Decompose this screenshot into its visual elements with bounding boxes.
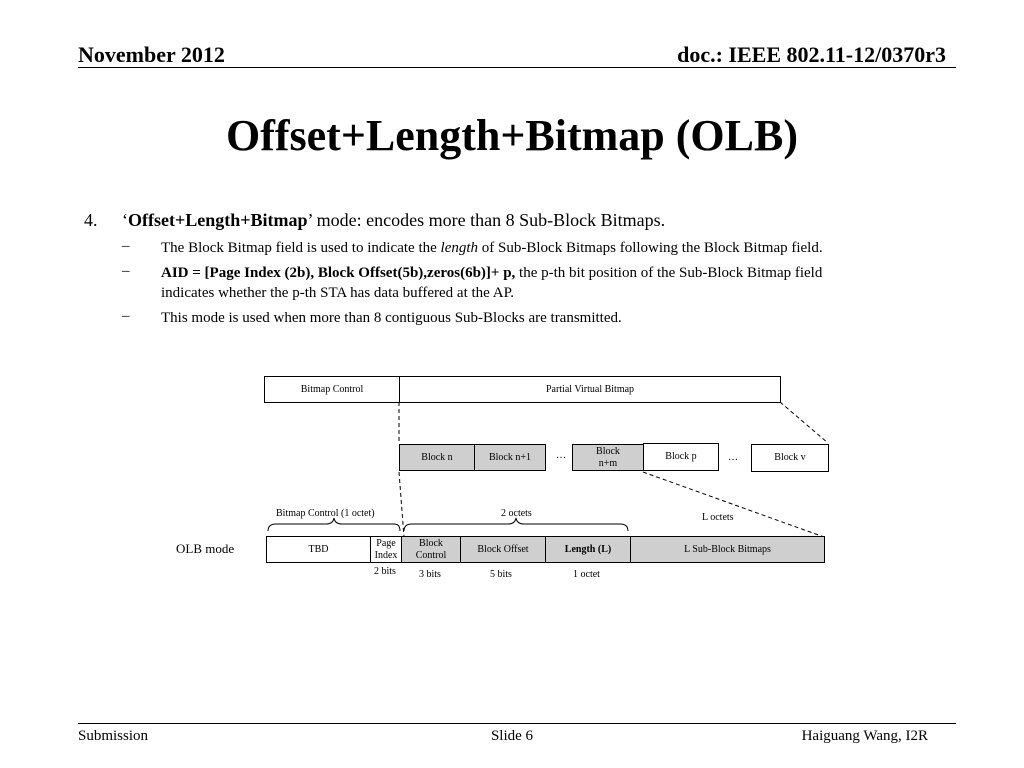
footer-submission: Submission [78,728,149,744]
partial-virtual-bitmap-cell: Partial Virtual Bitmap [399,376,781,403]
connector-line [780,402,828,443]
field-tbd: TBD [266,536,371,563]
bitmap-control-cell: Bitmap Control [264,376,400,403]
field-block-line1: Block [419,537,443,549]
block-v-cell: Block v [751,444,829,472]
bullet-2-bold: AID = [Page Index (2b), Block Offset(5b),zeros(6b)]+ p, [161,265,516,281]
olb-mode-label: OLB mode [176,541,235,556]
block-n-cell: Block n [399,444,475,471]
block-p-cell: Block p [643,443,719,471]
field-block-line2: Control [415,549,447,561]
block-nm-cell [572,444,644,471]
block-n1-cell: Block n+1 [474,444,546,471]
bullet-dash: – [122,263,130,279]
brace-label-l-octets: L octets [702,512,734,523]
bullet-1-italic: length [440,240,479,256]
brace-label-bitmap-control: Bitmap Control (1 octet) [276,508,375,519]
size-length: 1 octet [573,569,600,580]
header-doc-id: doc.: IEEE 802.11-12/0370r3 [677,42,946,67]
field-sub-block-bitmaps: L Sub-Block Bitmaps [630,536,825,563]
bullet-2-post: the p-th bit position of the Sub-Block Bitmap field [515,265,823,281]
bullet-1-post: of Sub-Block Bitmaps following the Block Bitmap field. [478,240,823,256]
footer-author: Haiguang Wang, I2R [801,728,928,744]
bullet-1-pre: The Block Bitmap field is used to indicate the [161,240,441,256]
field-length: Length (L) [545,536,631,563]
size-block-offset: 5 bits [490,569,512,580]
header-date: November 2012 [78,42,225,67]
footer-rule [78,723,956,724]
bullet-3: This mode is used when more than 8 contiguous Sub-Blocks are transmitted. [161,310,622,326]
bullet-2-line2: indicates whether the p-th STA has data buffered at the AP. [161,285,515,301]
block-ellipsis: … [556,450,566,461]
item-number: 4. [84,210,98,230]
open-quote: ‘ [122,210,128,230]
slide-title: Offset+Length+Bitmap (OLB) [225,111,799,160]
brace-two-octets [404,518,628,531]
block-nm-line1: Block [596,445,620,457]
field-page-line1: Page [376,537,396,549]
block-ellipsis: … [728,452,738,463]
bullet-dash: – [122,238,130,254]
size-block-control: 3 bits [419,569,441,580]
field-page-line2: Index [374,549,398,561]
field-block-control [401,536,461,563]
field-block-offset: Block Offset [460,536,546,563]
bullet-dash: – [122,308,130,324]
brace-label-two-octets: 2 octets [501,508,532,519]
brace-bitmap-control [268,518,400,531]
connector-line [643,472,824,537]
block-nm-line2: n+m [598,457,618,469]
mode-name: Offset+Length+Bitmap [128,210,308,230]
field-page-index [370,536,402,563]
item-rest: ’ mode: encodes more than 8 Sub-Block Bitmaps. [307,210,666,230]
footer-slide-number: Slide 6 [490,728,534,744]
size-page-index: 2 bits [374,566,396,577]
